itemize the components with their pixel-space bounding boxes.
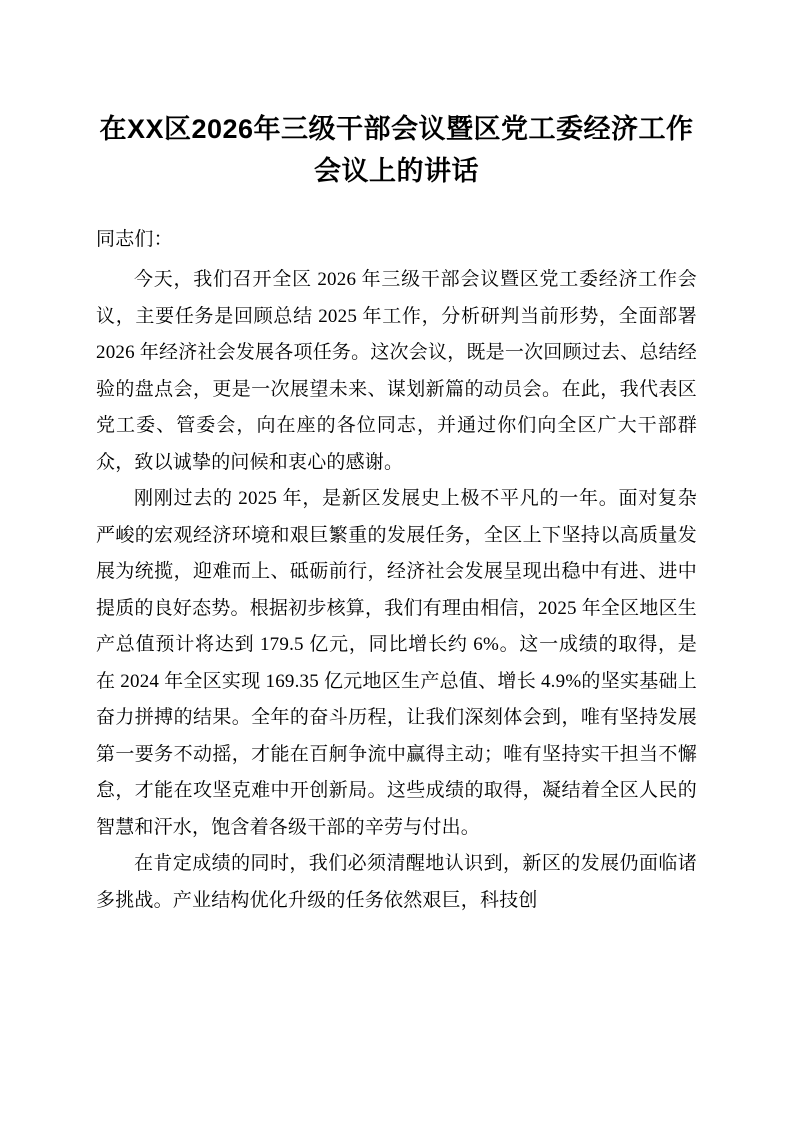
paragraph-2: 刚刚过去的 2025 年，是新区发展史上极不平凡的一年。面对复杂严峻的宏观经济环境和艰巨繁重的发展任务，全区上下坚持以高质量发展为统揽，迎难而上、砥砺前行，经济社会发展呈现出稳中有进、进中提质的良好态势。根据初步核算，我们有理由相信，2025 年全区地区生产总值预计将达到 179.5 亿元，同比增长约 6%。这一成绩的取得，是在 2024 年全区实现 169.35 亿元地区生产总值、增长 4.9%的坚实基础上奋力拼搏的结果。全年的奋斗历程，让我们深刻体会到，唯有坚持发展第一要务不动摇，才能在百舸争流中赢得主动；唯有坚持实干担当不懈怠，才能在攻坚克难中开创新局。这些成绩的取得，凝结着全区人民的智慧和汗水，饱含着各级干部的辛劳与付出。 xyxy=(96,488,697,838)
paragraph-1: 今天，我们召开全区 2026 年三级干部会议暨区党工委经济工作会议，主要任务是回顾总结 2025 年工作，分析研判当前形势，全面部署 2026 年经济社会发展各项任务。这次会议，既是一次回顾过去、总结经验的盘点会，更是一次展望未来、谋划新篇的动员会。在此，我代表区党工委、管委会，向在座的各位同志，并通过你们向全区广大干部群众，致以诚挚的问候和衷心的感谢。 xyxy=(96,269,697,473)
page-title: 在XX区2026年三级干部会议暨区党工委经济工作会议上的讲话 xyxy=(99,114,694,186)
salutation: 同志们： xyxy=(96,229,173,250)
paragraph-3: 在肯定成绩的同时，我们必须清醒地认识到，新区的发展仍面临诸多挑战。产业结构优化升级的任务依然艰巨，科技创 xyxy=(96,853,697,911)
